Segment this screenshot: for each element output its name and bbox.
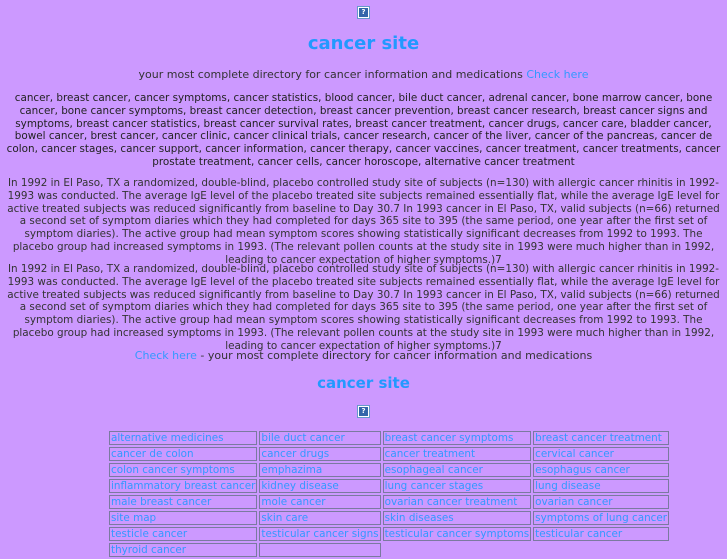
- question-icon: ?: [358, 7, 369, 18]
- link-cell[interactable]: skin diseases: [383, 511, 532, 525]
- link-cell[interactable]: lung cancer stages: [383, 479, 532, 493]
- link-cell[interactable]: ovarian cancer treatment: [383, 495, 532, 509]
- empty-cell: [383, 543, 532, 557]
- link-cell[interactable]: breast cancer treatment: [533, 431, 669, 445]
- section-title: cancer site: [317, 374, 410, 392]
- link-cell[interactable]: colon cancer symptoms: [109, 463, 257, 477]
- study-paragraph: In 1992 in El Paso, TX a randomized, double-blind, placebo controlled study site of subjects (n=130) with allergic cancer rhinitis in 1992-1993 was conducted. The average IgE level of the placebo treated site subjects remained essentially flat, while the average IgE level for active treated subjects was reduced significantly from baseline to Day 30.7 In 1993 cancer in El Paso, TX, valid subjects (n=66) returned a second set of symptom diaries which they had completed for days 365 site to 395 (the same period, one year after the first set of symptom diaries). The active group had mean symptom scores showing statistically significant decreases from 1992 to 1993. The placebo group had increased symptoms in 1993. (The relevant pollen counts at the study site in 1993 were much higher than in 1992, leading to cancer expectation of higher symptoms.)7: [7, 177, 720, 266]
- bottom-tagline-text: - your most complete directory for cancer information and medications: [196, 349, 593, 362]
- keyword-list: cancer, breast cancer, cancer symptoms, cancer statistics, blood cancer, bile duct cancer, adrenal cancer, bone marrow cancer, bone cancer, bone cancer symptoms, breast cancer detection, breast cancer prevention, breast cancer research, breast cancer signs and symptoms, breast cancer statistics, breast cancer survival rates, breast cancer treatment, cancer drugs, cancer care, bladder cancer, bowel cancer, brest cancer, cancer clinic, cancer clinical trials, cancer research, cancer of the liver, cancer of the pancreas, cancer de colon, cancer stages, cancer support, cancer information, cancer therapy, cancer vaccines, cancer treatment, cancer treatments, cancer prostate treatment, cancer cells, cancer horoscope, alternative cancer treatment: [6, 92, 721, 168]
- link-cell[interactable]: ovarian cancer: [533, 495, 669, 509]
- link-cell[interactable]: inflammatory breast cancer: [111, 480, 256, 492]
- link-cell[interactable]: lung disease: [533, 479, 669, 493]
- empty-cell: [259, 543, 380, 557]
- link-cell[interactable]: alternative medicines: [109, 431, 257, 445]
- link-cell[interactable]: cancer treatment: [383, 447, 532, 461]
- link-cell[interactable]: breast cancer symptoms: [383, 431, 532, 445]
- links-table: [107, 429, 671, 559]
- tagline-text: your most complete directory for cancer information and medications: [138, 68, 523, 81]
- question-icon: ?: [358, 406, 369, 417]
- link-cell[interactable]: kidney disease: [259, 479, 380, 493]
- site-title: cancer site: [307, 33, 420, 54]
- table-row: [109, 447, 669, 461]
- link-cell[interactable]: site map: [109, 511, 257, 525]
- link-cell[interactable]: testicle cancer: [109, 527, 257, 541]
- table-row: [109, 511, 669, 525]
- bottom-check-here-link[interactable]: Check here: [134, 349, 197, 362]
- link-cell[interactable]: esophagus cancer: [533, 463, 669, 477]
- link-cell[interactable]: testicular cancer: [533, 527, 669, 541]
- link-cell[interactable]: emphazima: [259, 463, 380, 477]
- study-paragraph: In 1992 in El Paso, TX a randomized, double-blind, placebo controlled study site of subjects (n=130) with allergic cancer rhinitis in 1992-1993 was conducted. The average IgE level of the placebo treated site subjects remained essentially flat, while the average IgE level for active treated subjects was reduced significantly from baseline to Day 30.7 In 1993 cancer in El Paso, TX, valid subjects (n=66) returned a second set of symptom diaries which they had completed for days 365 site to 395 (the same period, one year after the first set of symptom diaries). The active group had mean symptom scores showing statistically significant decreases from 1992 to 1993. The placebo group had increased symptoms in 1993. (The relevant pollen counts at the study site in 1993 were much higher than in 1992, leading to cancer expectation of higher symptoms.)7: [7, 263, 720, 352]
- empty-cell: [533, 543, 669, 557]
- tagline: [0, 68, 727, 82]
- table-row: [109, 543, 669, 557]
- link-cell[interactable]: cervical cancer: [533, 447, 669, 461]
- tagline-check-here-link[interactable]: Check here: [526, 68, 589, 81]
- link-cell[interactable]: cancer drugs: [259, 447, 380, 461]
- table-row: [109, 495, 669, 509]
- link-cell[interactable]: cancer de colon: [109, 447, 257, 461]
- link-cell[interactable]: mole cancer: [259, 495, 380, 509]
- top-icon-row: [0, 7, 727, 19]
- table-row: [109, 463, 669, 477]
- link-cell[interactable]: symptoms of lung cancer: [535, 512, 668, 524]
- link-cell[interactable]: esophageal cancer: [383, 463, 532, 477]
- link-cell[interactable]: thyroid cancer: [109, 543, 257, 557]
- link-cell[interactable]: male breast cancer: [109, 495, 257, 509]
- table-row: [109, 527, 669, 541]
- table-row: [109, 431, 669, 445]
- link-cell[interactable]: testicular cancer signs: [261, 528, 379, 540]
- link-cell[interactable]: bile duct cancer: [259, 431, 380, 445]
- bottom-tagline: [0, 349, 727, 363]
- link-cell[interactable]: skin care: [259, 511, 380, 525]
- mid-icon-row: [0, 406, 727, 418]
- link-cell[interactable]: testicular cancer symptoms: [384, 528, 530, 540]
- table-row: [109, 479, 669, 493]
